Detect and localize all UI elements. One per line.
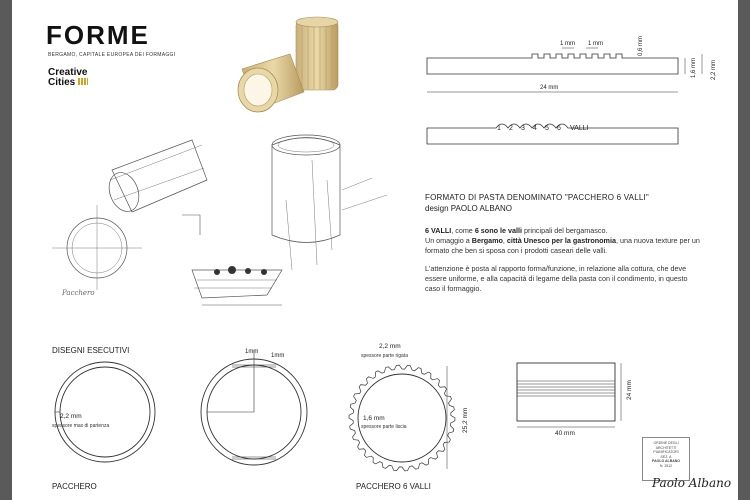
drawings-header: DISEGNI ESECUTIVI (52, 346, 130, 355)
profile-side-label-1: 1,6 mm (691, 57, 697, 78)
pacchero-thickness: 2,2 mm (60, 413, 82, 420)
description-paragraph-1: 6 VALLI, come 6 sono le valli principali del bergamasco. Un omaggio a Bergamo, città Unesco per la gastronomia, una nuova texture per un formato che ben si sposa con i prodotti caseari delle valli. (425, 226, 700, 255)
valli-3: 3 (521, 125, 525, 132)
sketch-cut-section (192, 270, 282, 298)
ridged-top-label-1: 1mm (245, 349, 259, 355)
sketch-tube-1 (112, 140, 207, 212)
valli-height-label: 25,2 mm (462, 407, 469, 433)
valli-inner-label: 1,6 mm (363, 415, 385, 422)
pacchero-drawing (42, 360, 182, 470)
side-width-label: 40 mm (555, 430, 575, 437)
drawing-sheet (12, 0, 738, 500)
pacchero-6-valli-label: PACCHERO 6 VALLI (356, 482, 431, 491)
profile-width-label: 24 mm (540, 85, 559, 91)
sketch-cylinder (272, 138, 340, 243)
valli-top-note: spessore parte rigata (361, 353, 408, 359)
ridged-circle-drawing (197, 345, 322, 475)
description (425, 226, 700, 302)
architect-stamp: ORDINE DEGLI ARCHITETTI PIANIFICATORI SEZ. A PAOLO ALBANO N. 2512 (642, 437, 690, 481)
profile-top-label-3: 0,6 mm (638, 35, 644, 56)
signature: Paolo Albano (652, 476, 732, 490)
valli-profile-drawing (412, 112, 722, 152)
creative-cities-logo (48, 68, 88, 88)
ridged-top-label-2: 1mm (271, 353, 285, 359)
brand-tagline: BERGAMO, CAPITALE EUROPEA DEI FORMAGGI (48, 52, 176, 58)
forme-logo (46, 20, 150, 51)
side-view-drawing (507, 355, 637, 440)
valli-5: 5 (545, 125, 549, 132)
logo-forme-text: FORME (46, 20, 150, 50)
profile-shape (427, 54, 678, 74)
profile-top-label-2: 1 mm (588, 41, 603, 47)
valli-label: VALLI (570, 125, 589, 132)
sketch-label: Pacchero (62, 289, 95, 297)
creative-cities-line1: Creative (48, 67, 88, 78)
valli-inner-note: spessore parte liscia (361, 424, 407, 430)
valli-4: 4 (533, 125, 537, 132)
description-paragraph-2: L'attenzione è posta al rapporto forma/funzione, in relazione alla cottura, che deve essere uniforme, e alla capacità di legame della pasta con il condimento, in questo caso il formaggio. (425, 264, 688, 293)
designer-line: design PAOLO ALBANO (425, 204, 513, 213)
valli-profile-shape (427, 124, 678, 144)
valli-1: 1 (497, 125, 501, 132)
valli-6: 6 (557, 125, 561, 132)
pacchero-label: PACCHERO (52, 482, 97, 491)
creative-cities-line2: Cities (48, 77, 76, 88)
ridge-profile-drawing (412, 34, 722, 104)
pacchero-thickness-note: spessore max di partenza (52, 423, 110, 429)
valli-2: 2 (509, 125, 513, 132)
profile-top-label-1: 1 mm (560, 41, 575, 47)
pasta-render (222, 14, 352, 119)
unesco-grid-icon (78, 78, 88, 85)
title-block (425, 193, 695, 213)
valli-circle-drawing (347, 338, 477, 478)
profile-side-label-2: 2,2 mm (711, 59, 717, 80)
format-title: FORMATO DI PASTA DENOMINATO "PACCHERO 6 VALLI" (425, 193, 649, 202)
hand-sketches (42, 120, 422, 320)
valli-top-label: 2,2 mm (379, 343, 401, 350)
side-height-label: 24 mm (626, 380, 633, 400)
